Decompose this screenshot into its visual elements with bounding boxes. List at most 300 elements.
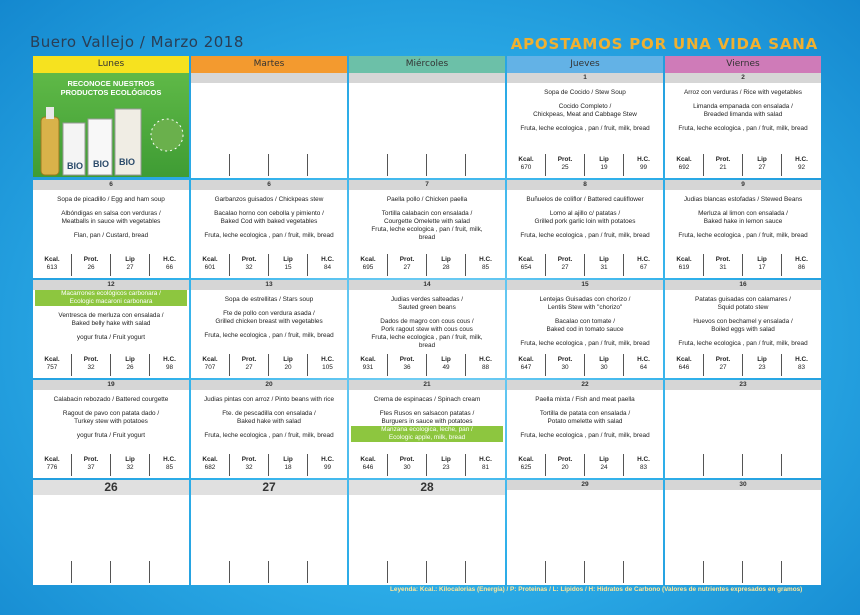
day-cell — [349, 480, 505, 585]
nutrition-table — [507, 154, 663, 176]
nutrition-value: 670 — [520, 164, 532, 171]
nutrition-col — [624, 154, 663, 176]
nutrition-col — [230, 454, 269, 476]
nutrition-col — [507, 154, 546, 176]
nutrition-col — [624, 354, 663, 376]
slogan: APOSTAMOS POR UNA VIDA SANA — [510, 35, 818, 53]
nutrition-col — [191, 354, 230, 376]
nutrition-value: 17 — [758, 264, 766, 271]
menu-line: Ragout de pavo con patata dado / — [62, 410, 160, 417]
divider — [308, 154, 347, 176]
nutrition-label: H.C. — [163, 456, 176, 463]
day-header-jueves: Jueves — [507, 56, 663, 73]
nutrition-col — [150, 354, 189, 376]
divider — [427, 561, 466, 583]
nutrition-label: Kcal. — [360, 356, 376, 363]
divider — [388, 154, 427, 176]
day-cell — [349, 280, 505, 378]
nutrition-value: 32 — [245, 264, 253, 271]
day-number: 27 — [191, 480, 347, 495]
nutrition-value: 99 — [323, 464, 332, 471]
nutrition-value: 28 — [442, 264, 450, 271]
nutrition-label: H.C. — [637, 356, 650, 363]
divider — [111, 561, 150, 583]
nutrition-value: 18 — [284, 464, 292, 471]
nutrition-label: Kcal. — [202, 456, 218, 463]
nutrition-col — [624, 454, 663, 476]
divider — [585, 561, 624, 583]
nutrition-col — [507, 254, 546, 276]
nutrition-value: 32 — [245, 464, 253, 471]
nutrition-col — [507, 454, 546, 476]
nutrition-dividers — [665, 561, 821, 583]
nutrition-value: 27 — [719, 364, 727, 371]
menu-line: Flan, pan / Custard, bread — [73, 232, 149, 239]
day-cell — [665, 73, 821, 178]
eco-products-banner — [33, 73, 189, 177]
menu-line: bread — [418, 234, 436, 241]
nutrition-col — [546, 354, 585, 376]
nutrition-table — [349, 254, 505, 276]
menu-line: Boiled eggs with salad — [711, 326, 775, 333]
nutrition-value: 31 — [600, 264, 608, 271]
nutrition-col — [230, 254, 269, 276]
divider — [507, 561, 546, 583]
nutrition-label: Kcal. — [44, 356, 60, 363]
week-row — [33, 180, 822, 278]
nutrition-col — [427, 454, 466, 476]
day-number — [191, 73, 347, 83]
nutrition-value: 15 — [284, 264, 292, 271]
nutrition-col — [269, 454, 308, 476]
nutrition-col — [33, 354, 72, 376]
divider — [72, 561, 111, 583]
nutrition-label: Lip — [599, 256, 609, 263]
menu-line: Baked cod in tomato sauce — [546, 326, 624, 333]
divider — [308, 561, 347, 583]
nutrition-value: 36 — [403, 364, 411, 371]
menu-line: Garbanzos guisados / Chickpeas stew — [214, 196, 324, 203]
divider — [269, 561, 308, 583]
nutrition-label: Lip — [125, 256, 135, 263]
nutrition-value: 20 — [561, 464, 569, 471]
menu-line: Ftes Rusos en salsacon patatas / — [379, 410, 475, 417]
day-cell — [349, 380, 505, 478]
menu-line: Potato omelette with salad — [547, 418, 623, 425]
menu-line: Fruta, leche ecologica , pan / fruit, milk, — [371, 334, 483, 341]
nutrition-table — [349, 454, 505, 476]
nutrition-label: Kcal. — [676, 356, 692, 363]
nutrition-table — [33, 254, 189, 276]
menu-line: Fruta, leche ecologica , pan / fruit, milk, bread — [204, 432, 334, 439]
nutrition-label: H.C. — [163, 256, 176, 263]
bio-label: BIO — [67, 161, 84, 171]
nutrition-dividers — [191, 154, 347, 176]
day-number: 16 — [665, 280, 821, 290]
menu-line: Fruta, leche ecologica , pan / fruit, milk, bread — [520, 340, 650, 347]
nutrition-col — [743, 154, 782, 176]
nutrition-col — [704, 254, 743, 276]
day-cell — [33, 73, 189, 178]
nutrition-value: 88 — [481, 364, 490, 371]
day-number: 7 — [349, 180, 505, 190]
menu-line: Baked hake with salad — [237, 418, 301, 425]
nutrition-label: Lip — [283, 256, 293, 263]
nutrition-dividers — [349, 561, 505, 583]
menu-line: Courgette Omelette with salad — [384, 218, 470, 225]
nutrition-label: H.C. — [637, 456, 650, 463]
day-header-lunes: Lunes — [33, 56, 189, 73]
nutrition-value: 30 — [403, 464, 411, 471]
divider — [230, 561, 269, 583]
nutrition-label: Lip — [599, 356, 609, 363]
divider — [782, 561, 821, 583]
day-number: 21 — [349, 380, 505, 390]
nutrition-col — [624, 254, 663, 276]
nutrition-table — [665, 154, 821, 176]
nutrition-label: H.C. — [163, 356, 176, 363]
menu-line: Bacalao con tomate / — [554, 318, 616, 325]
day-number: 2 — [665, 73, 821, 83]
nutrition-col — [546, 454, 585, 476]
nutrition-col — [308, 454, 347, 476]
nutrition-label: H.C. — [479, 356, 492, 363]
nutrition-label: H.C. — [795, 356, 808, 363]
nutrition-col — [466, 454, 505, 476]
day-cell — [665, 480, 821, 585]
nutrition-label: Prot. — [83, 456, 99, 463]
nutrition-col — [388, 454, 427, 476]
nutrition-value: 37 — [87, 464, 95, 471]
menu-line: Baked Cod with baked vegetables — [220, 218, 318, 225]
menu-line: Fruta, leche ecologica , pan / fruit, milk, bread — [520, 125, 650, 132]
nutrition-value: 23 — [442, 464, 450, 471]
nutrition-value: 105 — [322, 364, 333, 371]
nutrition-value: 92 — [797, 164, 806, 171]
nutrition-value: 24 — [600, 464, 608, 471]
nutrition-label: Lip — [441, 456, 451, 463]
nutrition-col — [191, 454, 230, 476]
nutrition-label: H.C. — [795, 256, 808, 263]
day-cell — [507, 180, 663, 278]
nutrition-value: 83 — [639, 464, 648, 471]
menu-line: Squid potato stew — [717, 304, 769, 311]
school-title: Buero Vallejo / Marzo 2018 — [30, 33, 244, 51]
nutrition-label: Prot. — [557, 156, 573, 163]
nutrition-value: 98 — [165, 364, 174, 371]
nutrition-value: 85 — [481, 264, 490, 271]
nutrition-col — [704, 354, 743, 376]
day-cell — [507, 380, 663, 478]
divider — [349, 561, 388, 583]
nutrition-label: Prot. — [715, 156, 731, 163]
divider — [191, 154, 230, 176]
nutrition-value: 692 — [678, 164, 690, 171]
nutrition-col — [585, 254, 624, 276]
nutrition-col — [466, 354, 505, 376]
nutrition-label: H.C. — [479, 456, 492, 463]
menu-line: Ventresca de merluza con ensalada / — [58, 312, 164, 319]
menu-line: Grilled chicken breast with vegetables — [215, 318, 323, 325]
day-header-row — [33, 56, 822, 73]
nutrition-value: 64 — [639, 364, 648, 371]
nutrition-label: Kcal. — [518, 256, 534, 263]
nutrition-col — [111, 254, 150, 276]
nutrition-value: 32 — [87, 364, 95, 371]
divider — [388, 561, 427, 583]
nutrition-label: Prot. — [241, 256, 257, 263]
nutrition-table — [665, 254, 821, 276]
nutrition-label: H.C. — [321, 356, 334, 363]
week-row — [33, 280, 822, 378]
divider — [269, 154, 308, 176]
menu-line: Tortilla calabacin con ensalada / — [381, 210, 473, 217]
day-number: 30 — [665, 480, 821, 490]
nutrition-value: 86 — [797, 264, 806, 271]
day-number: 1 — [507, 73, 663, 83]
nutrition-label: Kcal. — [44, 456, 60, 463]
divider — [743, 561, 782, 583]
nutrition-dividers — [665, 454, 821, 476]
nutrition-col — [308, 254, 347, 276]
nutrition-col — [507, 354, 546, 376]
nutrition-value: 20 — [284, 364, 292, 371]
day-number: 12 — [33, 280, 189, 290]
day-cell — [191, 180, 347, 278]
menu-line: Turkey stew with potatoes — [74, 418, 148, 425]
promo-line-2: PRODUCTOS ECOLÓGICOS — [60, 88, 162, 97]
nutrition-label: Prot. — [241, 356, 257, 363]
legend: Leyenda: Kcal.: Kilocalorias (Energía) / P: Proteinas / L: Lípidos / H: Hidratos de Carbono (Valores de nutrientes expresados en gramos) — [390, 586, 803, 593]
menu-line: Buñuelos de coliflor / Battered cauliflower — [526, 196, 644, 203]
nutrition-label: Kcal. — [676, 156, 692, 163]
divider — [191, 561, 230, 583]
day-header-martes: Martes — [191, 56, 347, 73]
nutrition-value: 30 — [561, 364, 569, 371]
nutrition-col — [150, 254, 189, 276]
nutrition-label: Prot. — [399, 256, 415, 263]
nutrition-col — [704, 154, 743, 176]
nutrition-label: H.C. — [637, 256, 650, 263]
nutrition-dividers — [349, 154, 505, 176]
nutrition-table — [507, 454, 663, 476]
nutrition-col — [782, 254, 821, 276]
nutrition-value: 25 — [561, 164, 569, 171]
nutrition-label: Kcal. — [360, 256, 376, 263]
day-cell — [507, 280, 663, 378]
menu-line: Lentils Stew with "chorizo" — [547, 304, 623, 311]
nutrition-col — [72, 254, 111, 276]
day-number: 14 — [349, 280, 505, 290]
day-cell — [33, 480, 189, 585]
nutrition-col — [111, 454, 150, 476]
menu-line: Huevos con bechamel y ensalada / — [693, 318, 793, 325]
nutrition-value: 776 — [46, 464, 58, 471]
divider — [704, 454, 743, 476]
day-number: 15 — [507, 280, 663, 290]
day-number: 22 — [507, 380, 663, 390]
nutrition-col — [427, 354, 466, 376]
menu-line: Sopa de estrellitas / Stars soup — [224, 296, 314, 303]
nutrition-col — [546, 254, 585, 276]
nutrition-label: Prot. — [399, 356, 415, 363]
nutrition-col — [585, 454, 624, 476]
menu-calendar — [33, 56, 822, 585]
eco-highlight: Macarrones ecológicos carbonara / — [35, 290, 187, 298]
nutrition-col — [349, 254, 388, 276]
menu-line: Baked hake in lemon sauce — [703, 218, 783, 225]
week-row — [33, 73, 822, 178]
day-number: 9 — [665, 180, 821, 190]
nutrition-label: Prot. — [241, 456, 257, 463]
eco-products-image — [33, 99, 189, 178]
nutrition-col — [388, 354, 427, 376]
week-row — [33, 380, 822, 478]
menu-line: Lomo al ajillo c/ patatas / — [549, 210, 621, 217]
nutrition-value: 67 — [639, 264, 648, 271]
day-cell — [507, 73, 663, 178]
menu-line: yogur fruta / Fruit yogurt — [76, 334, 146, 341]
menu-line: Judias pintas con arroz / Pinto beans with rice — [203, 396, 334, 403]
day-cell — [349, 180, 505, 278]
divider — [230, 154, 269, 176]
nutrition-value: 27 — [758, 164, 766, 171]
nutrition-col — [782, 154, 821, 176]
nutrition-label: Prot. — [715, 356, 731, 363]
nutrition-label: Kcal. — [202, 256, 218, 263]
nutrition-value: 27 — [403, 264, 411, 271]
divider — [349, 154, 388, 176]
menu-line: Sopa de Cocido / Stew Soup — [544, 89, 626, 96]
nutrition-value: 23 — [758, 364, 766, 371]
nutrition-col — [546, 154, 585, 176]
nutrition-dividers — [33, 561, 189, 583]
nutrition-value: 619 — [678, 264, 690, 271]
divider — [466, 561, 505, 583]
nutrition-value: 27 — [126, 264, 134, 271]
nutrition-label: H.C. — [479, 256, 492, 263]
menu-line: Fruta, leche ecologica , pan / fruit, milk, bread — [678, 232, 808, 239]
day-cell — [33, 380, 189, 478]
nutrition-label: Kcal. — [676, 256, 692, 263]
nutrition-table — [33, 454, 189, 476]
divider — [427, 154, 466, 176]
menu-line: Fruta, leche ecologica , pan / fruit, milk, bread — [678, 340, 808, 347]
nutrition-label: Lip — [125, 356, 135, 363]
nutrition-value: 49 — [442, 364, 450, 371]
menu-line: Fte. de pescadilla con ensalada / — [222, 410, 316, 417]
nutrition-col — [349, 354, 388, 376]
nutrition-value: 647 — [520, 364, 532, 371]
nutrition-value: 707 — [204, 364, 216, 371]
menu-line: bread — [418, 342, 436, 349]
nutrition-col — [269, 354, 308, 376]
menu-line: Grilled pork garlic loin with potatoes — [534, 218, 636, 225]
menu-line: Tortilla de patata con ensalada / — [539, 410, 631, 417]
nutrition-col — [308, 354, 347, 376]
menu-line: yogur fruta / Fruit yogurt — [76, 432, 146, 439]
nutrition-label: H.C. — [321, 456, 334, 463]
menu-line: Pork ragout stew with cous cous — [381, 326, 473, 333]
menu-line: Sauted green beans — [398, 304, 456, 311]
menu-line: Crema de espinacas / Spinach cream — [373, 396, 481, 403]
nutrition-col — [427, 254, 466, 276]
menu-line: Fte de pollo con verdura asada / — [223, 310, 315, 317]
nutrition-value: 32 — [126, 464, 134, 471]
day-number: 23 — [665, 380, 821, 390]
nutrition-value: 83 — [797, 364, 806, 371]
day-cell — [665, 280, 821, 378]
menu-line: Breaded limanda with salad — [703, 111, 783, 118]
eco-highlight: Manzana ecologica, leche, pan / — [351, 426, 503, 434]
nutrition-value: 81 — [481, 464, 490, 471]
day-number: 19 — [33, 380, 189, 390]
day-cell — [33, 280, 189, 378]
day-number: 13 — [191, 280, 347, 290]
nutrition-value: 931 — [362, 364, 374, 371]
nutrition-col — [665, 354, 704, 376]
divider — [665, 454, 704, 476]
nutrition-col — [585, 354, 624, 376]
menu-line: Burguers in sauce with potatoes — [381, 418, 473, 425]
nutrition-label: H.C. — [637, 156, 650, 163]
bio-label: BIO — [93, 159, 110, 169]
nutrition-value: 26 — [87, 264, 95, 271]
nutrition-col — [33, 454, 72, 476]
nutrition-table — [349, 354, 505, 376]
divider — [466, 154, 505, 176]
day-cell — [349, 73, 505, 178]
day-header-miercoles: Miércoles — [349, 56, 505, 73]
menu-line: Fruta, leche ecologica , pan / fruit, milk, bread — [520, 432, 650, 439]
menu-line: Judias blancas estofadas / Stewed Beans — [683, 196, 803, 203]
menu-line: Fruta, leche ecologica , pan / fruit, milk, bread — [520, 232, 650, 239]
menu-line: Calabacin rebozado / Battered courgette — [53, 396, 169, 403]
menu-line: Lentejas Guisadas con chorizo / — [539, 296, 631, 303]
nutrition-value: 31 — [719, 264, 727, 271]
day-cell — [507, 480, 663, 585]
nutrition-value: 19 — [600, 164, 608, 171]
nutrition-dividers — [507, 561, 663, 583]
nutrition-label: Lip — [757, 256, 767, 263]
nutrition-table — [191, 254, 347, 276]
nutrition-value: 646 — [678, 364, 690, 371]
nutrition-label: Lip — [757, 356, 767, 363]
nutrition-col — [585, 154, 624, 176]
day-cell — [33, 180, 189, 278]
eco-highlight: Ecologic apple, milk, bread — [351, 434, 503, 442]
nutrition-col — [349, 454, 388, 476]
nutrition-col — [72, 354, 111, 376]
nutrition-col — [665, 254, 704, 276]
divider — [743, 454, 782, 476]
nutrition-table — [191, 354, 347, 376]
day-header-viernes: Viernes — [665, 56, 821, 73]
nutrition-table — [665, 354, 821, 376]
nutrition-label: H.C. — [321, 256, 334, 263]
menu-line: Sopa de picadillo / Egg and ham soup — [57, 196, 165, 203]
nutrition-value: 66 — [165, 264, 174, 271]
nutrition-label: Prot. — [399, 456, 415, 463]
nutrition-value: 601 — [204, 264, 216, 271]
menu-line: Cocido Completo / — [558, 103, 612, 110]
nutrition-value: 99 — [639, 164, 648, 171]
menu-line: Chickpeas, Meat and Cabbage Stew — [533, 111, 637, 118]
nutrition-table — [33, 354, 189, 376]
nutrition-col — [150, 454, 189, 476]
nutrition-value: 757 — [46, 364, 58, 371]
nutrition-label: Prot. — [715, 256, 731, 263]
